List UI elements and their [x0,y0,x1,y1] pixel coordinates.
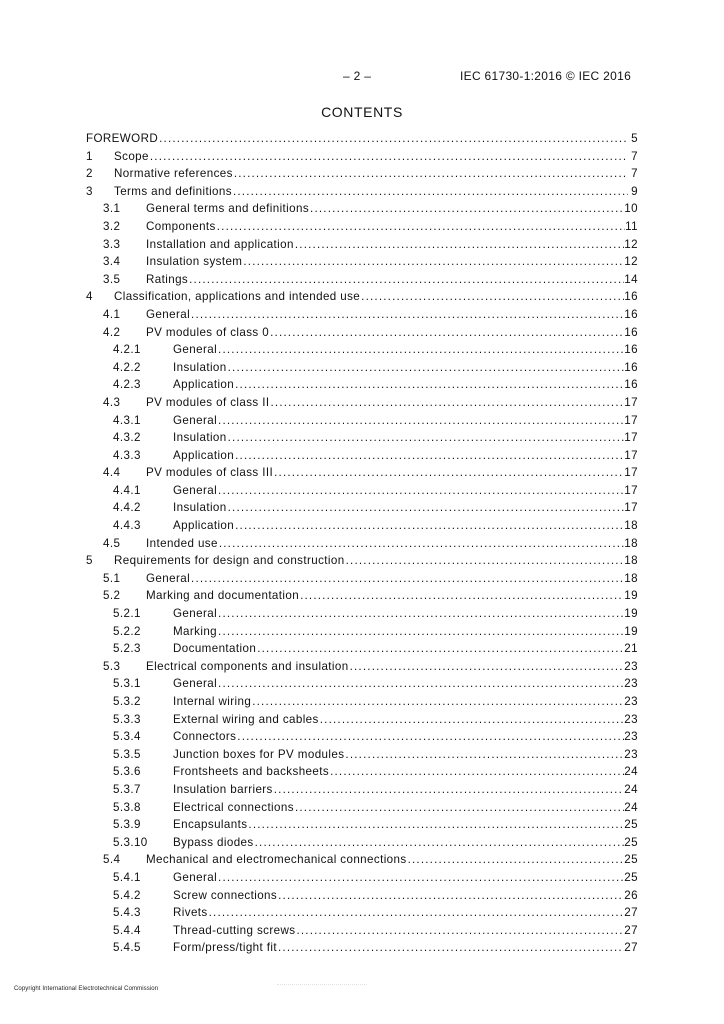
toc-entry-title: Normative references [114,167,233,181]
toc-dot-leader [217,218,625,236]
toc-entry-title: Internal wiring [173,695,252,708]
toc-entry-page: 19 [624,624,638,638]
toc-dot-leader [295,236,624,254]
toc-entry-title: Classification, applications and intended use [114,290,361,304]
toc-dot-leader [159,130,628,148]
toc-dot-leader [218,412,624,430]
toc-entry-number: 5.2.1 [113,607,141,621]
toc-entry[interactable] [0,412,724,430]
toc-entry[interactable] [0,271,724,289]
toc-entry-page: 26 [624,888,638,902]
toc-entry-number: 5.2.3 [113,642,141,656]
toc-entry-title: Thread-cutting screws [173,923,296,937]
toc-entry-page: 25 [624,853,638,867]
toc-entry-title: Ratings [146,272,189,286]
toc-dot-leader [218,482,624,500]
toc-entry-number: 4.3.3 [113,448,141,462]
document-reference: IEC 61730-1:2016 © IEC 2016 [460,69,632,83]
toc-entry-title: General terms and definitions [146,202,310,216]
toc-entry-number: 5.1 [103,571,121,585]
toc-dot-leader [235,447,624,465]
toc-dot-leader [218,675,624,693]
toc-entry-title: PV modules of class 0 [146,325,270,339]
toc-entry-title: Bypass diodes [173,835,254,849]
toc-entry-page: 18 [624,571,638,585]
toc-entry[interactable] [0,447,724,465]
toc-entry-line [114,165,638,183]
toc-entry-line [173,482,638,500]
toc-entry[interactable] [0,165,724,183]
toc-entry-line [114,552,638,570]
toc-entry-page: 16 [624,343,638,357]
toc-entry-title: General [146,571,191,585]
toc-entry-title: Electrical components and insulation [146,659,349,673]
toc-entry-line [173,763,638,781]
toc-entry-number: 4.4 [103,466,121,480]
toc-entry-title: Connectors [173,730,237,744]
toc-entry[interactable] [0,359,724,377]
toc-entry-page: 12 [624,255,638,269]
toc-entry-number: 4.2.1 [113,343,141,357]
toc-entry-line [114,148,638,166]
toc-entry-title: Marking and documentation [146,589,300,603]
toc-entry-number: 5.4.3 [113,906,141,920]
toc-entry-title: PV modules of class III [146,466,274,480]
toc-entry[interactable] [0,658,724,676]
toc-dot-leader [191,570,624,588]
toc-entry-line [173,799,638,817]
toc-entry-number: 5.3.8 [113,800,141,814]
toc-entry-line [173,711,638,729]
toc-dot-leader [295,799,624,817]
toc-dot-leader [243,253,624,271]
toc-entry[interactable] [0,640,724,658]
toc-entry-page: 25 [624,818,638,832]
toc-dot-leader [218,869,624,887]
toc-entry-line [146,535,638,553]
toc-entry-page: 5 [631,132,638,145]
toc-entry-line [146,464,638,482]
toc-dot-leader [234,165,628,183]
toc-entry-title: Screw connections [173,888,278,902]
toc-entry-line [173,922,638,940]
toc-entry-number: 3.2 [103,219,121,233]
toc-entry[interactable] [0,306,724,324]
toc-entry-page: 24 [624,765,638,779]
toc-entry-title: Rivets [173,906,208,920]
toc-entry[interactable] [0,781,724,799]
toc-dot-leader [300,587,624,605]
toc-entry-line [146,218,638,236]
toc-entry-number: 4.2.2 [113,360,141,374]
toc-entry[interactable] [0,517,724,535]
toc-entry[interactable] [0,148,724,166]
toc-entry-page: 14 [624,272,638,286]
toc-entry[interactable] [0,324,724,342]
toc-entry[interactable] [0,693,724,711]
toc-entry-line [173,447,638,465]
toc-dot-leader [278,887,624,905]
toc-entry-page: 10 [624,202,638,216]
toc-entry[interactable] [0,605,724,623]
toc-entry-page: 23 [624,747,638,761]
faint-watermark-mark [277,980,367,985]
toc-entry-title: Insulation barriers [173,782,273,796]
toc-entry-number: 4.3.2 [113,431,141,445]
toc-entry-number: 5.3.1 [113,677,141,691]
toc-entry-line [173,376,638,394]
toc-entry[interactable] [0,429,724,447]
toc-entry[interactable] [0,869,724,887]
toc-entry-title: General [173,483,218,497]
toc-entry-number: 4.4.1 [113,483,141,497]
toc-entry-title: General [173,413,218,427]
toc-entry-page: 27 [624,923,638,937]
toc-entry-page: 23 [624,712,638,726]
page-number: – 2 – [343,69,372,83]
toc-dot-leader [345,746,624,764]
toc-entry-line [173,341,638,359]
toc-dot-leader [255,834,625,852]
toc-dot-leader [296,922,624,940]
toc-entry-number: 3.3 [103,237,121,251]
toc-dot-leader [191,306,624,324]
toc-entry-number: 5.3.10 [113,835,148,849]
toc-entry[interactable] [0,623,724,641]
toc-entry-line [173,869,638,887]
toc-dot-leader [278,939,624,957]
contents-heading: CONTENTS [321,104,403,120]
toc-entry-number: 5.3.4 [113,730,141,744]
toc-entry-number: 5.3.2 [113,695,141,708]
toc-entry-title: Insulation [173,360,227,374]
toc-entry-title: Requirements for design and construction [114,554,345,568]
toc-entry-number: 4.3.1 [113,413,141,427]
toc-dot-leader [209,904,625,922]
toc-entry-title: Insulation system [146,255,243,269]
toc-entry-number: 4 [86,290,93,304]
copyright-notice: Copyright International Electrotechnical Commission [14,986,159,992]
toc-dot-leader [252,693,624,711]
toc-entry-page: 16 [624,307,638,321]
toc-entry-page: 23 [624,730,638,744]
toc-entry-title: General [173,343,218,357]
toc-entry[interactable] [0,218,724,236]
toc-entry-page: 16 [624,360,638,374]
toc-dot-leader [218,341,624,359]
toc-entry-number: 4.1 [103,307,121,321]
toc-dot-leader [274,781,625,799]
toc-entry-line [114,183,638,201]
toc-entry-number: 5.3.7 [113,782,141,796]
toc-entry-number: 4.4.3 [113,519,141,533]
toc-dot-leader [330,763,624,781]
toc-entry-line [173,728,638,746]
toc-entry[interactable] [0,535,724,553]
toc-dot-leader [257,640,624,658]
toc-entry-page: 23 [624,695,638,708]
toc-entry-title: Application [173,448,235,462]
toc-entry-number: 4.2.3 [113,378,141,392]
toc-entry-line [146,253,638,271]
toc-entry-number: 5.3 [103,659,121,673]
toc-entry-line [173,605,638,623]
toc-dot-leader [320,711,625,729]
toc-entry[interactable] [0,253,724,271]
toc-entry-line [146,200,638,218]
toc-entry-page: 19 [624,589,638,603]
toc-entry-number: 5.3.6 [113,765,141,779]
toc-entry-line [173,693,638,711]
toc-entry-title: Frontsheets and backsheets [173,765,330,779]
toc-entry-page: 25 [624,870,638,884]
toc-entry-page: 17 [624,501,638,515]
toc-entry-title: Installation and application [146,237,294,251]
toc-entry-line [173,517,638,535]
toc-entry-page: 23 [624,677,638,691]
toc-dot-leader [228,429,625,447]
toc-dot-leader [228,499,625,517]
toc-entry-line [173,359,638,377]
toc-entry-number: 5.3.5 [113,747,141,761]
toc-dot-leader [219,535,624,553]
toc-entry-title: Encapsulants [173,818,248,832]
toc-entry-line [173,834,638,852]
toc-dot-leader [361,288,624,306]
toc-entry-number: 3.1 [103,202,121,216]
toc-entry-title: General [146,307,191,321]
toc-entry-title: General [173,607,218,621]
toc-entry-number: 5.4 [103,853,121,867]
toc-entry[interactable] [0,288,724,306]
toc-dot-leader [150,148,628,166]
toc-entry[interactable] [0,376,724,394]
toc-entry-page: 17 [624,413,638,427]
toc-entry-title: Insulation [173,431,227,445]
toc-entry-line [173,887,638,905]
toc-entry-number: 5.3.3 [113,712,141,726]
toc-entry-page: 17 [624,395,638,409]
page-header [0,69,724,83]
toc-entry-number: 5.2.2 [113,624,141,638]
toc-entry-page: 18 [624,554,638,568]
toc-entry-title: General [173,870,218,884]
toc-entry-title: FOREWORD [86,132,159,145]
toc-entry-page: 21 [624,642,638,656]
toc-entry-title: External wiring and cables [173,712,319,726]
toc-entry-title: Terms and definitions [114,184,232,198]
toc-entry-page: 24 [624,800,638,814]
toc-entry-line [146,851,638,869]
toc-dot-leader [346,552,625,570]
toc-entry-line [173,904,638,922]
toc-entry-page: 16 [624,325,638,339]
toc-entry-number: 2 [86,167,93,181]
toc-dot-leader [218,605,624,623]
toc-entry-title: Form/press/tight fit [173,941,277,955]
toc-entry-page: 17 [624,448,638,462]
toc-entry[interactable] [0,728,724,746]
toc-entry-line [146,236,638,254]
toc-entry-number: 4.3 [103,395,121,409]
toc-entry-page: 7 [631,149,638,163]
toc-entry-number: 5.2 [103,589,121,603]
toc-entry-page: 23 [624,659,638,673]
toc-entry-number: 3 [86,184,93,198]
toc-entry-line [173,640,638,658]
toc-entry[interactable] [0,904,724,922]
toc-entry-title: PV modules of class II [146,395,270,409]
toc-entry-title: Electrical connections [173,800,294,814]
toc-entry-number: 3.4 [103,255,121,269]
toc-entry-title: General [173,677,218,691]
toc-entry-number: 4.5 [103,536,121,550]
toc-entry[interactable] [0,183,724,201]
table-of-contents [0,130,724,957]
toc-dot-leader [271,394,625,412]
toc-entry-line [146,587,638,605]
toc-entry-number: 3.5 [103,272,121,286]
toc-entry-line [146,394,638,412]
toc-entry[interactable] [0,922,724,940]
toc-entry-line [114,288,638,306]
toc-entry-page: 11 [625,219,638,233]
toc-entry-page: 27 [624,906,638,920]
toc-entry-line [146,658,638,676]
toc-entry-line [173,675,638,693]
toc-entry-title: Application [173,378,235,392]
toc-dot-leader [270,324,624,342]
toc-entry-title: Application [173,519,235,533]
toc-entry[interactable] [0,587,724,605]
toc-entry[interactable] [0,799,724,817]
toc-entry-line [173,429,638,447]
toc-entry-page: 16 [624,378,638,392]
toc-entry-line [146,306,638,324]
toc-entry[interactable] [0,711,724,729]
toc-entry[interactable] [0,130,724,148]
toc-dot-leader [218,623,624,641]
toc-entry-page: 25 [624,835,638,849]
toc-entry-title: Marking [173,624,218,638]
toc-entry-title: Mechanical and electromechanical connections [146,853,407,867]
toc-entry-page: 17 [624,483,638,497]
toc-entry-line [173,816,638,834]
toc-entry[interactable] [0,570,724,588]
toc-entry-number: 5 [86,554,93,568]
toc-entry-page: 7 [631,167,638,181]
toc-entry[interactable] [0,341,724,359]
toc-entry-line [173,623,638,641]
toc-entry-line [146,570,638,588]
toc-entry[interactable] [0,482,724,500]
toc-entry-page: 17 [624,431,638,445]
toc-entry-line [173,746,638,764]
toc-dot-leader [189,271,624,289]
toc-entry[interactable] [0,236,724,254]
toc-entry-number: 5.4.4 [113,923,141,937]
toc-entry-number: 5.4.1 [113,870,141,884]
toc-entry-page: 27 [624,941,638,955]
toc-entry[interactable] [0,763,724,781]
toc-entry-title: Junction boxes for PV modules [173,747,345,761]
toc-dot-leader [248,816,624,834]
toc-entry-title: Intended use [146,536,218,550]
toc-entry-page: 19 [624,607,638,621]
toc-entry-title: Components [146,219,216,233]
toc-entry-page: 18 [624,536,638,550]
toc-entry[interactable] [0,394,724,412]
toc-entry[interactable] [0,746,724,764]
toc-entry-page: 24 [624,782,638,796]
toc-entry[interactable] [0,939,724,957]
toc-entry[interactable] [0,552,724,570]
toc-entry-page: 18 [624,519,638,533]
toc-entry-page: 17 [624,466,638,480]
toc-entry-number: 5.4.2 [113,888,141,902]
toc-dot-leader [350,658,625,676]
toc-entry-page: 16 [624,290,638,304]
toc-entry[interactable] [0,200,724,218]
toc-entry-title: Insulation [173,501,227,515]
toc-dot-leader [310,200,624,218]
toc-entry-line [146,324,638,342]
toc-dot-leader [228,359,625,377]
toc-entry[interactable] [0,887,724,905]
toc-entry-line [173,499,638,517]
toc-entry[interactable] [0,499,724,517]
toc-entry-line [86,130,638,148]
toc-entry-line [173,781,638,799]
toc-dot-leader [233,183,628,201]
toc-entry-title: Documentation [173,642,257,656]
toc-entry-line [173,939,638,957]
toc-entry-line [146,271,638,289]
toc-entry[interactable] [0,675,724,693]
toc-entry[interactable] [0,816,724,834]
toc-entry-line [173,412,638,430]
toc-entry-title: Scope [114,149,149,163]
toc-entry[interactable] [0,834,724,852]
toc-entry-number: 4.4.2 [113,501,141,515]
toc-entry[interactable] [0,464,724,482]
toc-entry-number: 5.3.9 [113,818,141,832]
toc-dot-leader [408,851,625,869]
toc-entry-number: 5.4.5 [113,941,141,955]
toc-entry-page: 12 [624,237,638,251]
toc-entry-page: 9 [631,184,638,198]
toc-dot-leader [237,728,624,746]
toc-dot-leader [274,464,624,482]
toc-entry[interactable] [0,851,724,869]
toc-dot-leader [235,517,624,535]
toc-entry-number: 1 [86,149,93,163]
toc-entry-number: 4.2 [103,325,121,339]
toc-dot-leader [235,376,624,394]
